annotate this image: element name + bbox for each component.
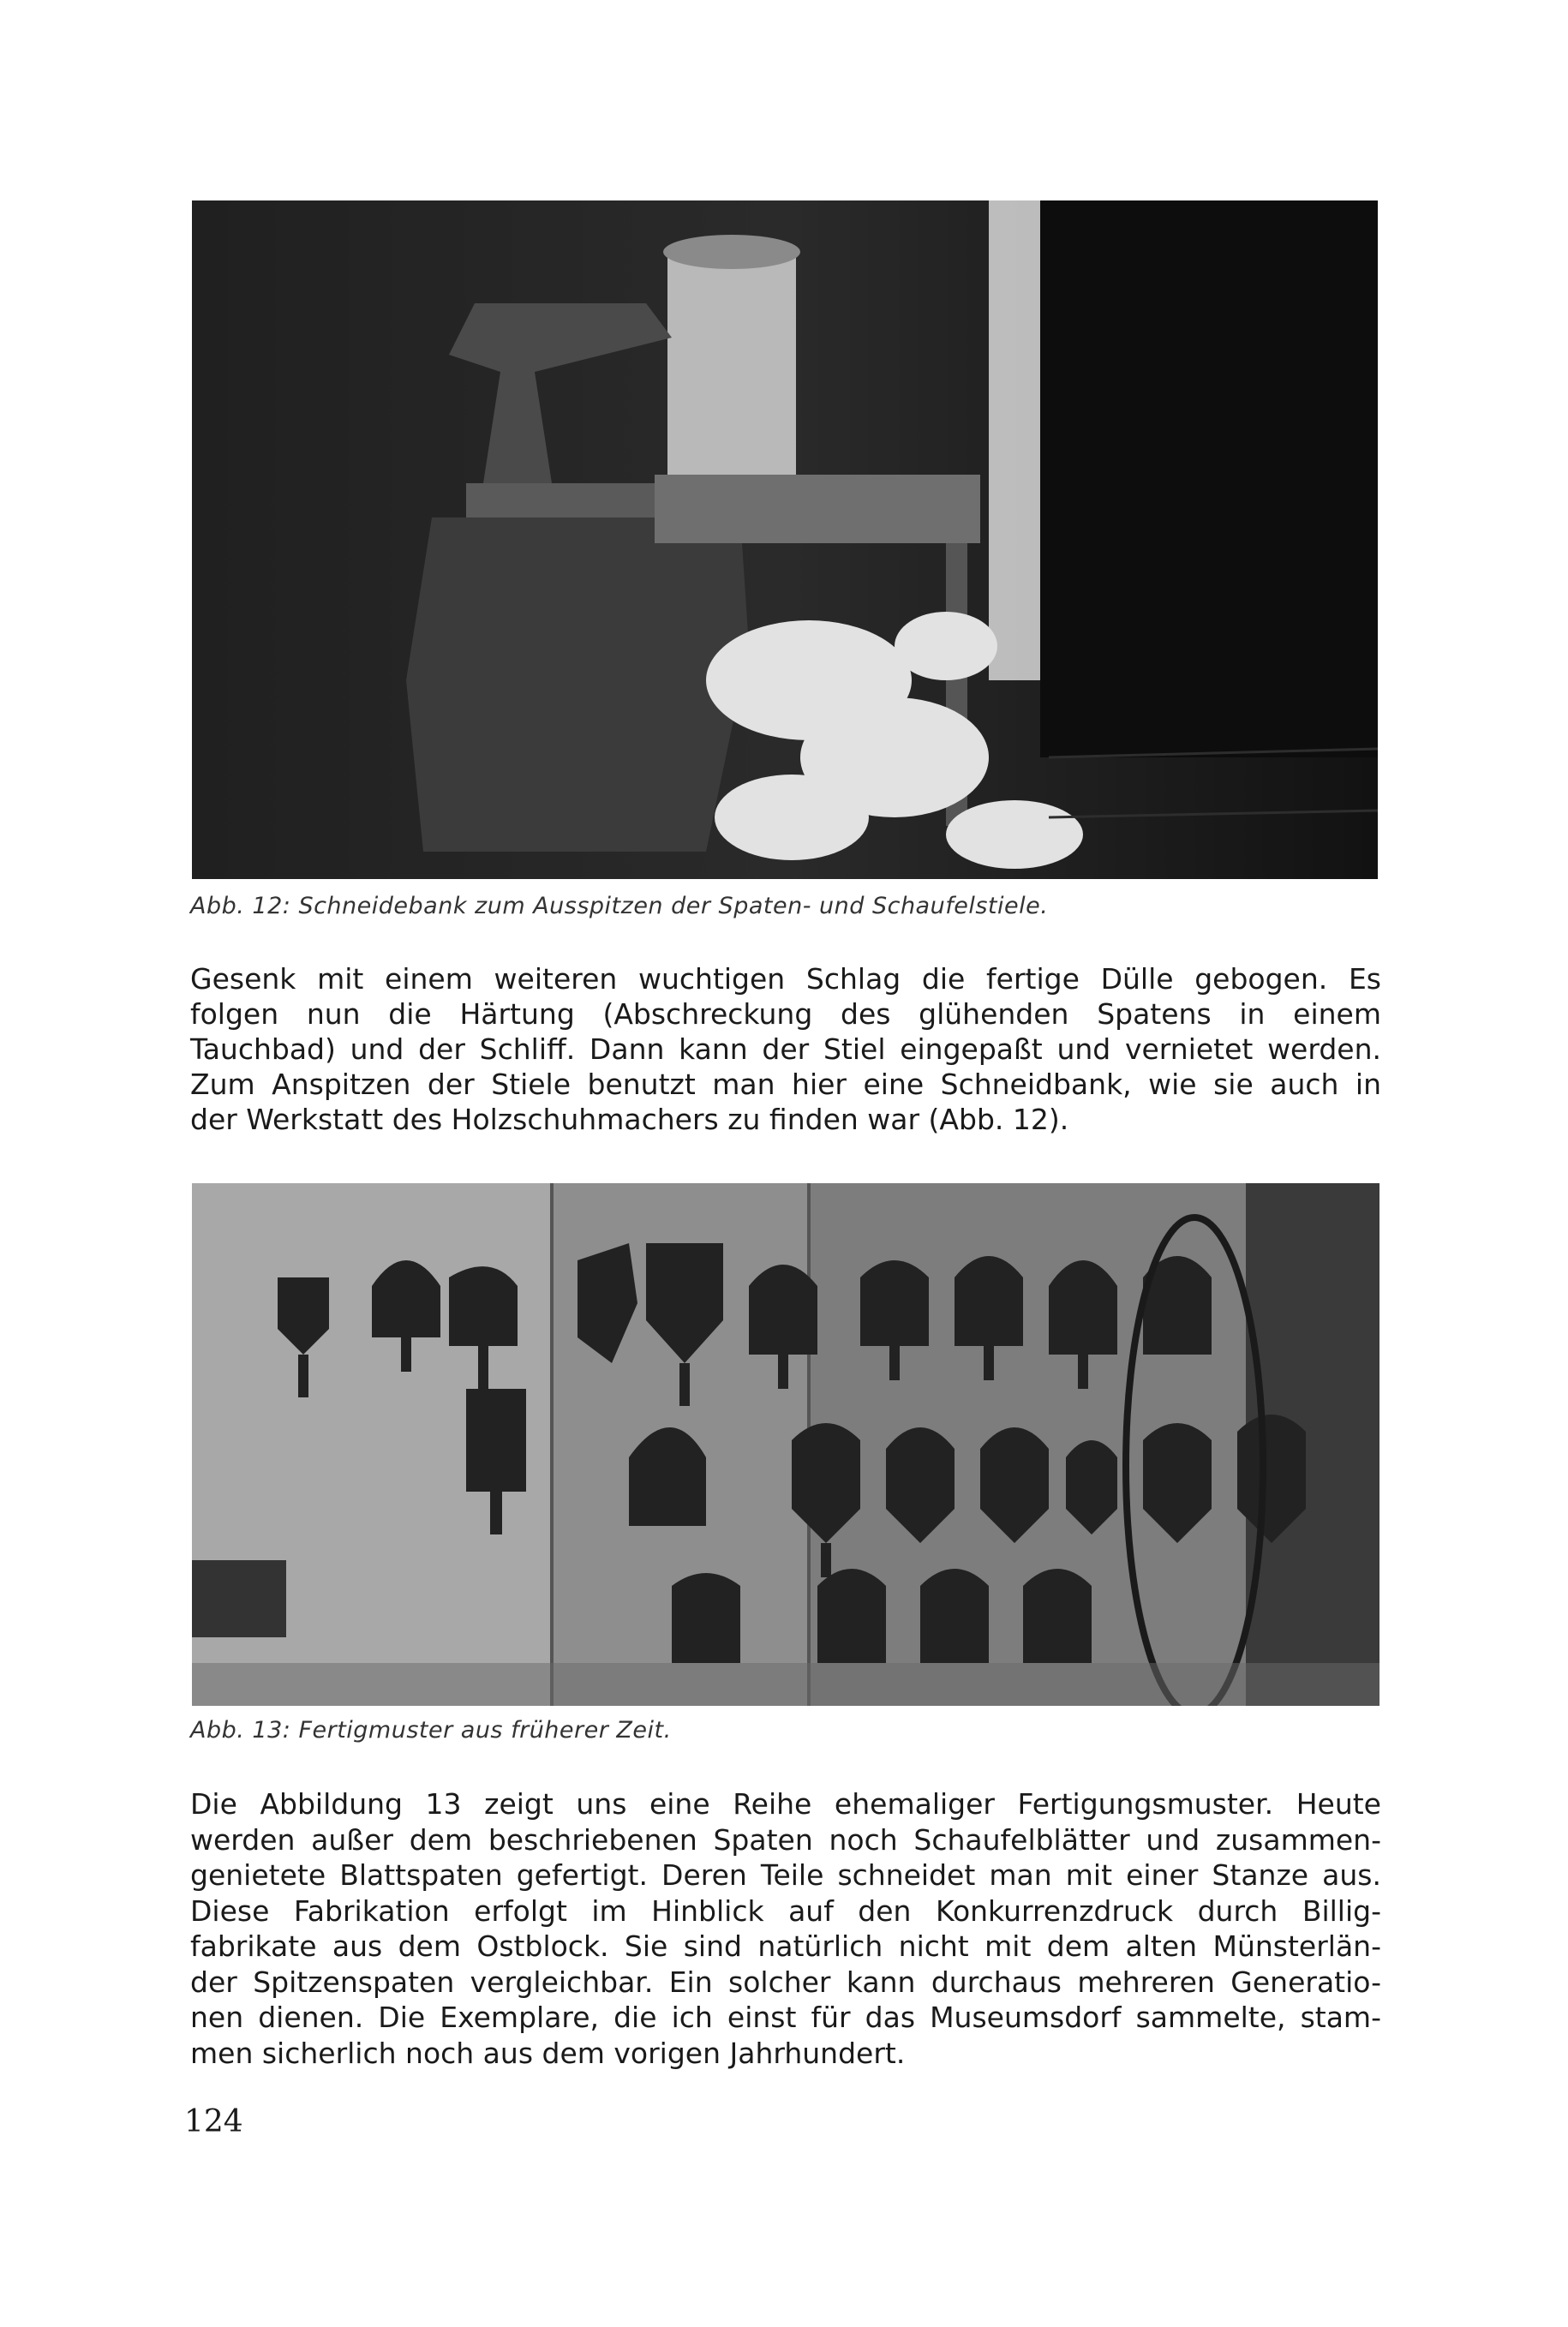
paragraph-line: Die Abbildung 13 zeigt uns eine Reihe ehemaliger Fertigungsmuster. Heute — [190, 1787, 1381, 1821]
paragraph-line: der Spitzenspaten vergleichbar. Ein solcher kann durchaus mehreren Generatio- — [190, 1965, 1381, 1999]
body-paragraph-1 — [190, 961, 1381, 1137]
paragraph-line: folgen nun die Härtung (Abschreckung des glühenden Spatens in einem — [190, 997, 1381, 1031]
photo-fertigmuster — [192, 1183, 1379, 1706]
paragraph-line: Diese Fabrikation erfolgt im Hinblick auf den Konkurrenzdruck durch Billig- — [190, 1893, 1381, 1928]
page-number: 124 — [184, 2104, 243, 2139]
figure-12-caption: Abb. 12: Schneidebank zum Ausspitzen der Spaten- und Schaufelstiele. — [190, 893, 1049, 919]
photo-fertigmuster-image — [192, 1183, 1379, 1706]
paragraph-line: werden außer dem beschriebenen Spaten noch Schaufelblätter und zusammen- — [190, 1822, 1381, 1857]
paragraph-line: genietete Blattspaten gefertigt. Deren Teile schneidet man mit einer Stanze aus. — [190, 1858, 1381, 1892]
paragraph-line: men sicherlich noch aus dem vorigen Jahrhundert. — [190, 2036, 906, 2070]
paragraph-line: Zum Anspitzen der Stiele benutzt man hier eine Schneidbank, wie sie auch in — [190, 1068, 1381, 1101]
paragraph-line: Tauchbad) und der Schliff. Dann kann der Stiel eingepaßt und vernietet werden. — [190, 1032, 1381, 1066]
paragraph-line: Gesenk mit einem weiteren wuchtigen Schlag die fertige Dülle gebogen. Es — [190, 962, 1381, 996]
photo-schneidebank-image — [192, 200, 1378, 879]
figure-13-caption: Abb. 13: Fertigmuster aus früherer Zeit. — [190, 1717, 672, 1744]
paragraph-line: der Werkstatt des Holzschuhmachers zu finden war (Abb. 12). — [190, 1103, 1069, 1136]
photo-schneidebank — [192, 200, 1378, 879]
body-paragraph-2 — [190, 1786, 1381, 2071]
paragraph-line: nen dienen. Die Exemplare, die ich einst für das Museumsdorf sammelte, stam- — [190, 2001, 1381, 2034]
paragraph-line: fabrikate aus dem Ostblock. Sie sind natürlich nicht mit dem alten Münsterlän- — [190, 1929, 1381, 1963]
